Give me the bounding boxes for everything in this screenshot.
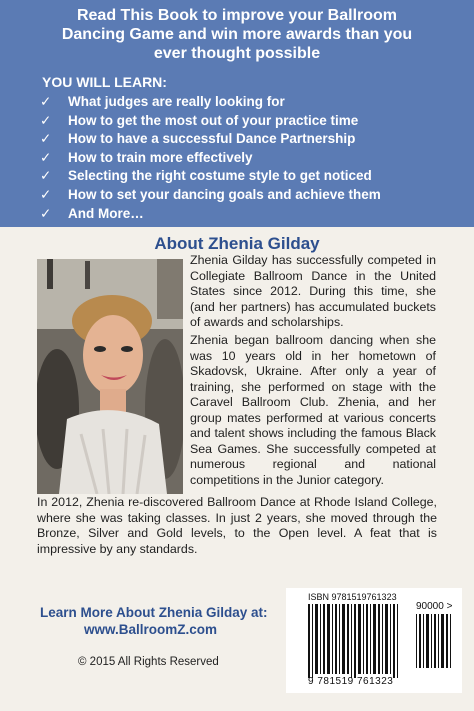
about-title: About Zhenia Gilday [154, 234, 320, 253]
price-code: 90000 > [416, 601, 453, 612]
copyright: © 2015 All Rights Reserved [78, 656, 219, 668]
learn-item-text: How to have a successful Dance Partnership [68, 131, 356, 147]
learn-item [40, 186, 381, 205]
learn-item [40, 167, 381, 186]
learn-item-text: How to get the most out of your practice time [68, 112, 359, 128]
learn-list [40, 93, 381, 223]
learn-title: YOU WILL LEARN: [42, 74, 167, 90]
check-icon: ✓ [40, 186, 52, 202]
headline [10, 6, 464, 63]
headline-line-3: ever thought possible [153, 45, 321, 62]
learn-more [40, 604, 268, 638]
check-icon: ✓ [40, 112, 52, 128]
top-banner [0, 0, 474, 227]
check-icon: ✓ [40, 205, 52, 221]
barcode-box [286, 588, 462, 693]
barcode-digits: 9 781519 761323 [308, 676, 394, 687]
author-photo-illustration [37, 259, 183, 494]
check-icon: ✓ [40, 131, 52, 147]
learn-item-text: And More… [68, 205, 144, 221]
check-icon: ✓ [40, 94, 52, 109]
bio-paragraph-3: In 2012, Zhenia re-discovered Ballroom Dance at Rhode Island College, where she was taking classes. In just 2 years, she moved through the Bronze, Silver and Gold levels, to the Open level. A feat that is impressive by any standards. [37, 495, 437, 556]
learn-item [40, 149, 381, 168]
learn-item [40, 112, 381, 131]
learn-item-text: Selecting the right costume style to get noticed [68, 168, 372, 184]
isbn-text: ISBN 9781519761323 [308, 592, 397, 602]
learn-item [40, 130, 381, 149]
learn-item-text: How to set your dancing goals and achieve them [68, 186, 381, 202]
learn-item [40, 93, 381, 112]
bio-paragraph-1: Zhenia Gilday has successfully competed in Collegiate Ballroom Dance in the United States since 2012. During this time, she (and her partners) has accumulated buckets of awards and scholarships. [190, 253, 436, 329]
learn-item [40, 205, 381, 224]
learn-more-text: Learn More About Zhenia Gilday at: [40, 605, 268, 620]
headline-line-1: Read This Book to improve your Ballroom [76, 7, 398, 24]
website-link[interactable]: www.BallroomZ.com [84, 622, 218, 637]
check-icon: ✓ [40, 149, 52, 165]
learn-item-text: How to train more effectively [68, 149, 253, 165]
bio-paragraph-2: Zhenia began ballroom dancing when she was 10 years old in her hometown of Skadovsk, Ukraine. After only a year of training, she performed on stage with the Caravel Ballroom Club. Zhenia, and her group mates performed at various concerts and talent shows including the famous Black Sea Games. She successfully competed at numerous regional and national competitions in the Junior category. [190, 333, 436, 487]
author-photo [37, 259, 183, 494]
learn-item-text: What judges are really looking for [68, 94, 285, 109]
check-icon: ✓ [40, 168, 52, 184]
headline-line-2: Dancing Game and win more awards than you [61, 26, 413, 43]
